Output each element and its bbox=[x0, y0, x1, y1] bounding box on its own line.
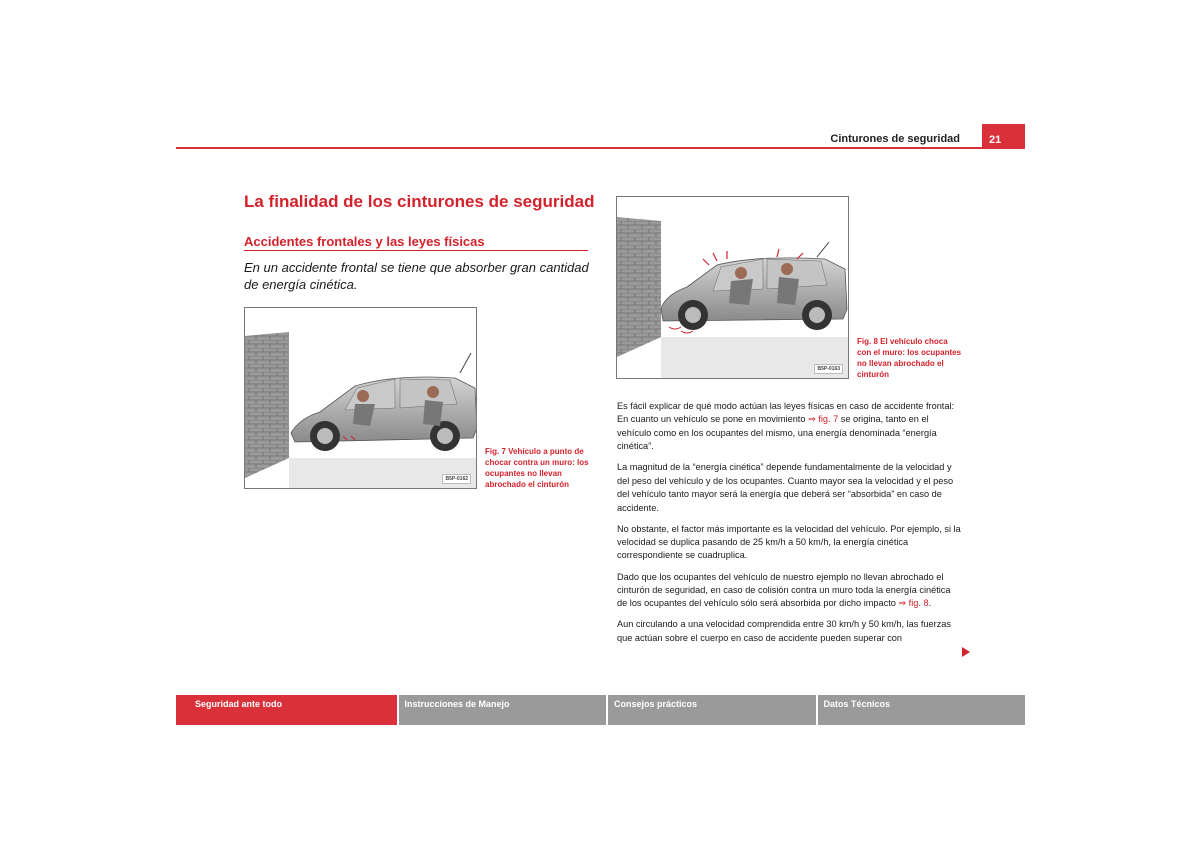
figure-8-caption: Fig. 8 El vehículo choca con el muro: los ocupantes no llevan abrochado el cinturón bbox=[857, 337, 962, 379]
paragraph-text: Dado que los ocupantes del vehículo de nuestro ejemplo no llevan abrochado el cinturón de seguridad, en caso de colisión contra un muro toda la energía cinética de los ocupantes del vehículo sólo será absorbida por dicho impacto bbox=[617, 571, 951, 609]
footer-tab-instrucciones[interactable]: Instrucciones de Manejo bbox=[399, 695, 607, 725]
footer-tab-datos-tecnicos[interactable]: Datos Técnicos bbox=[818, 695, 1026, 725]
running-header-title: Cinturones de seguridad bbox=[830, 133, 960, 145]
paragraph bbox=[617, 571, 962, 611]
footer-tab-consejos[interactable]: Consejos prácticos bbox=[608, 695, 816, 725]
paragraph-text: . bbox=[928, 598, 932, 609]
car-crash-wall-illustration bbox=[617, 197, 849, 379]
paragraph-text: Es fácil explicar de qué modo actúan las leyes físicas en caso de accidente frontal: En cuanto un vehículo se pone en movimiento bbox=[617, 401, 955, 425]
figure-8-reference-link[interactable]: ⇒ fig. 8 bbox=[898, 598, 929, 609]
figure-7-caption: Fig. 7 Vehículo a punto de chocar contra un muro: los ocupantes no llevan abrochado el cinturón bbox=[485, 447, 589, 489]
paragraph bbox=[617, 400, 962, 454]
section-heading: La finalidad de los cinturones de seguridad bbox=[244, 192, 595, 211]
figure-code: B5P-0163 bbox=[814, 364, 843, 374]
subheading-rule bbox=[244, 250, 588, 251]
page-number: 21 bbox=[982, 124, 1025, 149]
footer-tab-seguridad[interactable]: Seguridad ante todo bbox=[176, 695, 397, 725]
continue-arrow-icon bbox=[962, 647, 970, 657]
car-approaching-wall-illustration bbox=[245, 308, 477, 489]
figure-7-car-before-impact bbox=[244, 307, 477, 489]
footer-navigation bbox=[176, 695, 1025, 725]
paragraph: La magnitud de la “energía cinética” depende fundamentalmente de la velocidad y del peso del vehículo y de los ocupantes. Cuanto mayor sea la velocidad y el peso del vehículo tanto mayor será la energía que deberá ser “absorbida” en caso de accidente. bbox=[617, 462, 954, 513]
figure-7-reference-link[interactable]: ⇒ fig. 7 bbox=[808, 414, 839, 425]
paragraph: No obstante, el factor más importante es la velocidad del vehículo. Por ejemplo, si la velocidad se duplica pasando de 25 km/h a 50 km/h, la energía cinética correspondiente se cuadruplica. bbox=[617, 523, 961, 561]
body-text bbox=[617, 400, 962, 653]
intro-text: En un accidente frontal se tiene que absorber gran cantidad de energía cinética. bbox=[244, 260, 589, 292]
subsection-heading: Accidentes frontales y las leyes físicas bbox=[244, 234, 485, 249]
figure-code: B5P-0162 bbox=[442, 474, 471, 484]
paragraph: Aun circulando a una velocidad comprendida entre 30 km/h y 50 km/h, las fuerzas que actúan sobre el cuerpo en caso de accidente pueden superar con bbox=[617, 619, 951, 643]
figure-8-car-impact bbox=[616, 196, 849, 379]
paragraph-text: se origina, tanto en el vehículo como en los ocupantes del mismo, una energía denominada “energía cinética”. bbox=[617, 414, 937, 452]
header-rule bbox=[176, 147, 1025, 149]
